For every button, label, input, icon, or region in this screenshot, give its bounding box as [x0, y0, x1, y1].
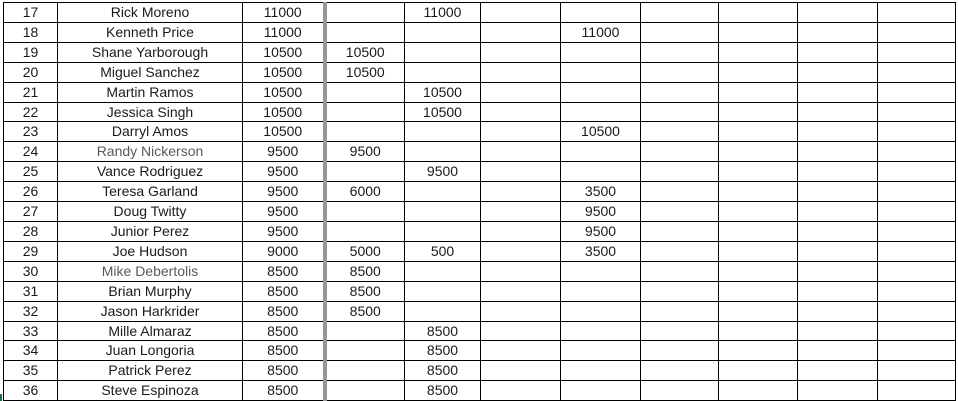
value-cell-i[interactable] — [719, 202, 798, 222]
table-row — [4, 22, 956, 42]
value-cell-h[interactable] — [641, 381, 719, 401]
value-cell-h[interactable] — [641, 321, 719, 341]
value-cell-h[interactable] — [641, 361, 719, 381]
value-cell-k[interactable] — [878, 281, 956, 301]
value-cell-j[interactable] — [798, 3, 878, 23]
value-cell-g[interactable]: 10500 — [561, 122, 641, 142]
value-cell-j[interactable] — [798, 182, 878, 202]
value-cell-d[interactable] — [325, 381, 405, 401]
value-cell-c[interactable]: 10500 — [243, 122, 325, 142]
value-cell-k[interactable] — [878, 42, 956, 62]
value-cell-c[interactable]: 10500 — [243, 42, 325, 62]
value-cell-e[interactable]: 8500 — [405, 341, 481, 361]
row-number-cell[interactable]: 21 — [4, 82, 58, 102]
value-cell-i[interactable] — [719, 381, 798, 401]
row-number-cell[interactable]: 34 — [4, 341, 58, 361]
value-cell-j[interactable] — [798, 261, 878, 281]
row-number-cell[interactable]: 20 — [4, 62, 58, 82]
value-cell-h[interactable] — [641, 281, 719, 301]
value-cell-h[interactable] — [641, 202, 719, 222]
value-cell-e[interactable] — [405, 142, 481, 162]
value-cell-e[interactable] — [405, 202, 481, 222]
value-cell-e[interactable]: 8500 — [405, 381, 481, 401]
value-cell-k[interactable] — [878, 62, 956, 82]
value-cell-i[interactable] — [719, 22, 798, 42]
value-cell-i[interactable] — [719, 102, 798, 122]
value-cell-f[interactable] — [481, 62, 561, 82]
value-cell-e[interactable] — [405, 22, 481, 42]
value-cell-c[interactable]: 9500 — [243, 142, 325, 162]
value-cell-i[interactable] — [719, 82, 798, 102]
value-cell-e[interactable] — [405, 42, 481, 62]
row-number-cell[interactable]: 24 — [4, 142, 58, 162]
value-cell-c[interactable]: 8500 — [243, 281, 325, 301]
value-cell-g[interactable] — [561, 381, 641, 401]
value-cell-f[interactable] — [481, 301, 561, 321]
value-cell-f[interactable] — [481, 82, 561, 102]
value-cell-k[interactable] — [878, 381, 956, 401]
value-cell-g[interactable] — [561, 361, 641, 381]
name-cell[interactable]: Brian Murphy — [58, 281, 243, 301]
value-cell-h[interactable] — [641, 22, 719, 42]
value-cell-h[interactable] — [641, 102, 719, 122]
value-cell-j[interactable] — [798, 122, 878, 142]
value-cell-e[interactable]: 500 — [405, 241, 481, 261]
value-cell-c[interactable]: 9500 — [243, 221, 325, 241]
value-cell-i[interactable] — [719, 241, 798, 261]
value-cell-g[interactable]: 9500 — [561, 202, 641, 222]
row-number-cell[interactable]: 25 — [4, 162, 58, 182]
value-cell-c[interactable]: 9000 — [243, 241, 325, 261]
table-row — [4, 321, 956, 341]
value-cell-j[interactable] — [798, 321, 878, 341]
table-row — [4, 162, 956, 182]
value-cell-k[interactable] — [878, 142, 956, 162]
value-cell-k[interactable] — [878, 241, 956, 261]
table-row — [4, 42, 956, 62]
value-cell-f[interactable] — [481, 42, 561, 62]
value-cell-j[interactable] — [798, 42, 878, 62]
value-cell-e[interactable] — [405, 301, 481, 321]
value-cell-i[interactable] — [719, 361, 798, 381]
value-cell-f[interactable] — [481, 22, 561, 42]
value-cell-i[interactable] — [719, 142, 798, 162]
name-cell[interactable]: Darryl Amos — [58, 122, 243, 142]
value-cell-e[interactable]: 9500 — [405, 162, 481, 182]
row-number-cell[interactable]: 18 — [4, 22, 58, 42]
value-cell-h[interactable] — [641, 62, 719, 82]
table-row — [4, 122, 956, 142]
value-cell-d[interactable]: 10500 — [325, 42, 405, 62]
row-number-cell[interactable]: 28 — [4, 221, 58, 241]
table-row — [4, 281, 956, 301]
value-cell-d[interactable] — [325, 82, 405, 102]
value-cell-f[interactable] — [481, 241, 561, 261]
value-cell-d[interactable]: 8500 — [325, 261, 405, 281]
value-cell-d[interactable]: 8500 — [325, 281, 405, 301]
row-number-cell[interactable]: 17 — [4, 3, 58, 23]
value-cell-f[interactable] — [481, 321, 561, 341]
value-cell-c[interactable]: 10500 — [243, 102, 325, 122]
value-cell-i[interactable] — [719, 261, 798, 281]
table-row — [4, 202, 956, 222]
table-row — [4, 82, 956, 102]
value-cell-j[interactable] — [798, 381, 878, 401]
value-cell-c[interactable]: 10500 — [243, 62, 325, 82]
value-cell-i[interactable] — [719, 182, 798, 202]
value-cell-j[interactable] — [798, 281, 878, 301]
name-cell[interactable]: Teresa Garland — [58, 182, 243, 202]
value-cell-d[interactable] — [325, 321, 405, 341]
value-cell-g[interactable] — [561, 162, 641, 182]
value-cell-k[interactable] — [878, 102, 956, 122]
table-row — [4, 142, 956, 162]
value-cell-c[interactable]: 8500 — [243, 301, 325, 321]
name-cell[interactable]: Rick Moreno — [58, 3, 243, 23]
value-cell-i[interactable] — [719, 221, 798, 241]
value-cell-k[interactable] — [878, 261, 956, 281]
value-cell-e[interactable] — [405, 281, 481, 301]
value-cell-d[interactable] — [325, 221, 405, 241]
value-cell-f[interactable] — [481, 162, 561, 182]
table-row — [4, 62, 956, 82]
value-cell-j[interactable] — [798, 62, 878, 82]
name-cell[interactable]: Doug Twitty — [58, 202, 243, 222]
name-cell[interactable]: Mike Debertolis — [58, 261, 243, 281]
value-cell-g[interactable] — [561, 3, 641, 23]
value-cell-j[interactable] — [798, 202, 878, 222]
row-number-cell[interactable]: 36 — [4, 381, 58, 401]
value-cell-j[interactable] — [798, 142, 878, 162]
table-row — [4, 381, 956, 401]
value-cell-k[interactable] — [878, 321, 956, 341]
value-cell-h[interactable] — [641, 42, 719, 62]
value-cell-d[interactable] — [325, 122, 405, 142]
value-cell-i[interactable] — [719, 162, 798, 182]
value-cell-d[interactable]: 6000 — [325, 182, 405, 202]
value-cell-h[interactable] — [641, 122, 719, 142]
value-cell-j[interactable] — [798, 241, 878, 261]
value-cell-e[interactable] — [405, 261, 481, 281]
value-cell-d[interactable] — [325, 361, 405, 381]
value-cell-k[interactable] — [878, 162, 956, 182]
value-cell-g[interactable] — [561, 301, 641, 321]
value-cell-c[interactable]: 8500 — [243, 321, 325, 341]
value-cell-h[interactable] — [641, 142, 719, 162]
value-cell-k[interactable] — [878, 202, 956, 222]
spreadsheet-area — [3, 2, 956, 401]
value-cell-f[interactable] — [481, 221, 561, 241]
name-cell[interactable]: Vance Rodriguez — [58, 162, 243, 182]
row-number-cell[interactable]: 35 — [4, 361, 58, 381]
name-cell[interactable]: Randy Nickerson — [58, 142, 243, 162]
value-cell-e[interactable] — [405, 122, 481, 142]
name-cell[interactable]: Steve Espinoza — [58, 381, 243, 401]
value-cell-c[interactable]: 8500 — [243, 261, 325, 281]
value-cell-c[interactable]: 9500 — [243, 202, 325, 222]
row-number-cell[interactable]: 29 — [4, 241, 58, 261]
value-cell-g[interactable] — [561, 321, 641, 341]
value-cell-h[interactable] — [641, 162, 719, 182]
value-cell-i[interactable] — [719, 42, 798, 62]
value-cell-h[interactable] — [641, 82, 719, 102]
value-cell-f[interactable] — [481, 202, 561, 222]
value-cell-f[interactable] — [481, 281, 561, 301]
value-cell-c[interactable]: 9500 — [243, 182, 325, 202]
value-cell-f[interactable] — [481, 182, 561, 202]
value-cell-c[interactable]: 8500 — [243, 381, 325, 401]
value-cell-d[interactable] — [325, 3, 405, 23]
value-cell-g[interactable] — [561, 102, 641, 122]
row-number-cell[interactable]: 19 — [4, 42, 58, 62]
value-cell-d[interactable] — [325, 102, 405, 122]
value-cell-g[interactable]: 9500 — [561, 221, 641, 241]
value-cell-d[interactable] — [325, 22, 405, 42]
value-cell-e[interactable] — [405, 62, 481, 82]
value-cell-k[interactable] — [878, 182, 956, 202]
table-row — [4, 361, 956, 381]
row-number-cell[interactable]: 32 — [4, 301, 58, 321]
value-cell-j[interactable] — [798, 361, 878, 381]
value-cell-e[interactable]: 10500 — [405, 102, 481, 122]
value-cell-j[interactable] — [798, 221, 878, 241]
value-cell-h[interactable] — [641, 341, 719, 361]
value-cell-c[interactable]: 9500 — [243, 162, 325, 182]
value-cell-k[interactable] — [878, 361, 956, 381]
value-cell-i[interactable] — [719, 341, 798, 361]
value-cell-i[interactable] — [719, 301, 798, 321]
value-cell-k[interactable] — [878, 22, 956, 42]
value-cell-e[interactable]: 11000 — [405, 3, 481, 23]
value-cell-g[interactable] — [561, 82, 641, 102]
value-cell-k[interactable] — [878, 82, 956, 102]
value-cell-i[interactable] — [719, 321, 798, 341]
value-cell-f[interactable] — [481, 361, 561, 381]
row-number-cell[interactable]: 33 — [4, 321, 58, 341]
value-cell-g[interactable] — [561, 42, 641, 62]
value-cell-k[interactable] — [878, 221, 956, 241]
value-cell-g[interactable] — [561, 281, 641, 301]
table-row — [4, 3, 956, 23]
name-cell[interactable]: Jessica Singh — [58, 102, 243, 122]
value-cell-f[interactable] — [481, 341, 561, 361]
value-cell-d[interactable] — [325, 202, 405, 222]
value-cell-h[interactable] — [641, 301, 719, 321]
value-cell-g[interactable]: 3500 — [561, 241, 641, 261]
value-cell-j[interactable] — [798, 162, 878, 182]
value-cell-j[interactable] — [798, 22, 878, 42]
value-cell-i[interactable] — [719, 62, 798, 82]
value-cell-g[interactable] — [561, 341, 641, 361]
table-row — [4, 241, 956, 261]
value-cell-h[interactable] — [641, 182, 719, 202]
value-cell-d[interactable]: 5000 — [325, 241, 405, 261]
value-cell-e[interactable]: 8500 — [405, 321, 481, 341]
table-row — [4, 221, 956, 241]
row-number-cell[interactable]: 22 — [4, 102, 58, 122]
value-cell-d[interactable]: 8500 — [325, 301, 405, 321]
name-cell[interactable]: Joe Hudson — [58, 241, 243, 261]
value-cell-d[interactable] — [325, 341, 405, 361]
value-cell-c[interactable]: 8500 — [243, 361, 325, 381]
row-number-cell[interactable]: 23 — [4, 122, 58, 142]
value-cell-e[interactable] — [405, 221, 481, 241]
value-cell-h[interactable] — [641, 3, 719, 23]
value-cell-f[interactable] — [481, 122, 561, 142]
name-cell[interactable]: Jason Harkrider — [58, 301, 243, 321]
value-cell-c[interactable]: 11000 — [243, 3, 325, 23]
row-number-cell[interactable]: 31 — [4, 281, 58, 301]
value-cell-g[interactable] — [561, 62, 641, 82]
row-number-cell[interactable]: 26 — [4, 182, 58, 202]
value-cell-i[interactable] — [719, 3, 798, 23]
value-cell-d[interactable]: 9500 — [325, 142, 405, 162]
value-cell-i[interactable] — [719, 281, 798, 301]
name-cell[interactable]: Miguel Sanchez — [58, 62, 243, 82]
row-number-cell[interactable]: 30 — [4, 261, 58, 281]
selection-corner — [0, 394, 2, 401]
value-cell-j[interactable] — [798, 82, 878, 102]
value-cell-k[interactable] — [878, 122, 956, 142]
value-cell-f[interactable] — [481, 142, 561, 162]
value-cell-h[interactable] — [641, 221, 719, 241]
name-cell[interactable]: Martin Ramos — [58, 82, 243, 102]
value-cell-c[interactable]: 10500 — [243, 82, 325, 102]
value-cell-g[interactable] — [561, 142, 641, 162]
value-cell-g[interactable] — [561, 261, 641, 281]
value-cell-d[interactable]: 10500 — [325, 62, 405, 82]
value-cell-k[interactable] — [878, 301, 956, 321]
name-cell[interactable]: Shane Yarborough — [58, 42, 243, 62]
name-cell[interactable]: Junior Perez — [58, 221, 243, 241]
name-cell[interactable]: Patrick Perez — [58, 361, 243, 381]
value-cell-k[interactable] — [878, 341, 956, 361]
name-cell[interactable]: Kenneth Price — [58, 22, 243, 42]
spreadsheet-grid — [3, 2, 956, 401]
value-cell-e[interactable]: 8500 — [405, 361, 481, 381]
value-cell-g[interactable]: 11000 — [561, 22, 641, 42]
value-cell-k[interactable] — [878, 3, 956, 23]
table-row — [4, 301, 956, 321]
value-cell-f[interactable] — [481, 381, 561, 401]
value-cell-c[interactable]: 8500 — [243, 341, 325, 361]
value-cell-i[interactable] — [719, 122, 798, 142]
value-cell-h[interactable] — [641, 261, 719, 281]
value-cell-f[interactable] — [481, 102, 561, 122]
value-cell-g[interactable]: 3500 — [561, 182, 641, 202]
value-cell-f[interactable] — [481, 261, 561, 281]
value-cell-j[interactable] — [798, 341, 878, 361]
name-cell[interactable]: Mille Almaraz — [58, 321, 243, 341]
value-cell-f[interactable] — [481, 3, 561, 23]
row-number-cell[interactable]: 27 — [4, 202, 58, 222]
value-cell-c[interactable]: 11000 — [243, 22, 325, 42]
value-cell-e[interactable]: 10500 — [405, 82, 481, 102]
value-cell-e[interactable] — [405, 182, 481, 202]
name-cell[interactable]: Juan Longoria — [58, 341, 243, 361]
value-cell-j[interactable] — [798, 102, 878, 122]
value-cell-d[interactable] — [325, 162, 405, 182]
table-row — [4, 341, 956, 361]
value-cell-h[interactable] — [641, 241, 719, 261]
table-row — [4, 182, 956, 202]
table-row — [4, 261, 956, 281]
table-row — [4, 102, 956, 122]
value-cell-j[interactable] — [798, 301, 878, 321]
